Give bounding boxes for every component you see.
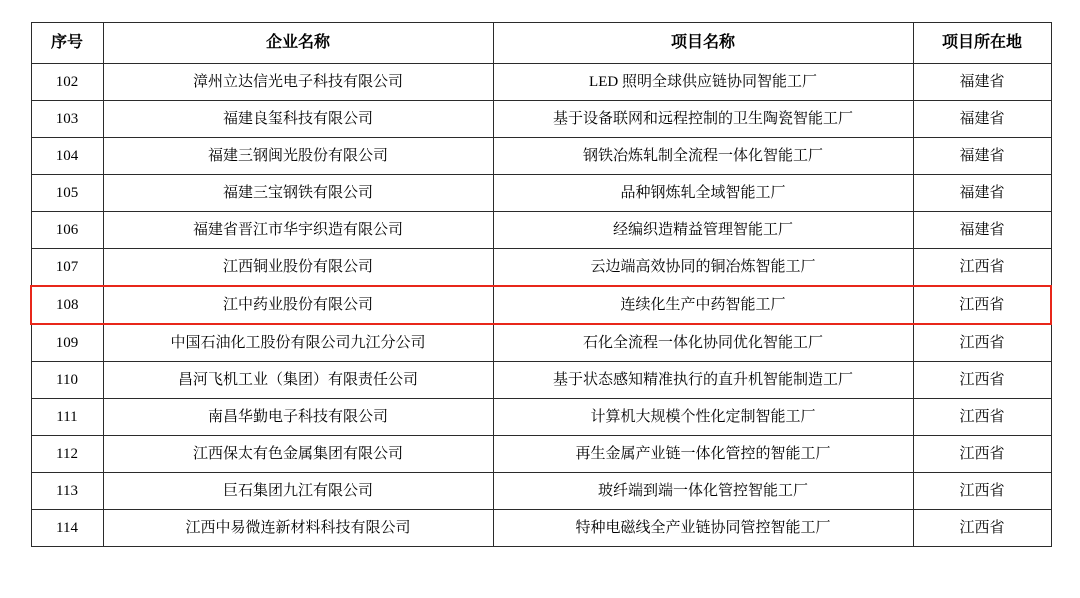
- cell-seq: 109: [31, 324, 103, 362]
- cell-company: 福建省晋江市华宇织造有限公司: [103, 212, 493, 249]
- cell-seq: 105: [31, 175, 103, 212]
- cell-location: 江西省: [913, 473, 1051, 510]
- table-row: [31, 138, 1051, 175]
- table-row: [31, 212, 1051, 249]
- table-row: [31, 436, 1051, 473]
- column-header-seq: 序号: [31, 23, 103, 64]
- table-row: [31, 473, 1051, 510]
- cell-company: 江中药业股份有限公司: [103, 286, 493, 324]
- column-header-location: 项目所在地: [913, 23, 1051, 64]
- cell-project: 经编织造精益管理智能工厂: [493, 212, 913, 249]
- cell-company: 漳州立达信光电子科技有限公司: [103, 64, 493, 101]
- smart-factory-list-table: [30, 22, 1052, 547]
- table-body: [31, 64, 1051, 547]
- cell-seq: 104: [31, 138, 103, 175]
- cell-project: 基于状态感知精准执行的直升机智能制造工厂: [493, 362, 913, 399]
- cell-company: 江西铜业股份有限公司: [103, 249, 493, 287]
- cell-project: 云边端高效协同的铜冶炼智能工厂: [493, 249, 913, 287]
- cell-company: 福建三宝钢铁有限公司: [103, 175, 493, 212]
- table-row: [31, 101, 1051, 138]
- cell-company: 江西保太有色金属集团有限公司: [103, 436, 493, 473]
- cell-project: 基于设备联网和远程控制的卫生陶瓷智能工厂: [493, 101, 913, 138]
- cell-seq: 103: [31, 101, 103, 138]
- table-row: [31, 510, 1051, 547]
- cell-project: 玻纤端到端一体化管控智能工厂: [493, 473, 913, 510]
- cell-company: 南昌华勤电子科技有限公司: [103, 399, 493, 436]
- cell-project: 计算机大规模个性化定制智能工厂: [493, 399, 913, 436]
- table-row: [31, 286, 1051, 324]
- cell-project: 品种钢炼轧全域智能工厂: [493, 175, 913, 212]
- cell-project: 连续化生产中药智能工厂: [493, 286, 913, 324]
- cell-project: 钢铁冶炼轧制全流程一体化智能工厂: [493, 138, 913, 175]
- cell-seq: 102: [31, 64, 103, 101]
- cell-seq: 107: [31, 249, 103, 287]
- cell-seq: 106: [31, 212, 103, 249]
- table-header: [31, 23, 1051, 64]
- table-row: [31, 324, 1051, 362]
- table-row: [31, 64, 1051, 101]
- cell-location: 福建省: [913, 212, 1051, 249]
- cell-company: 江西中易微连新材料科技有限公司: [103, 510, 493, 547]
- column-header-company: 企业名称: [103, 23, 493, 64]
- cell-seq: 112: [31, 436, 103, 473]
- cell-project: 特种电磁线全产业链协同管控智能工厂: [493, 510, 913, 547]
- table-row: [31, 362, 1051, 399]
- cell-company: 福建良玺科技有限公司: [103, 101, 493, 138]
- table-header-row: [31, 23, 1051, 64]
- cell-project: 石化全流程一体化协同优化智能工厂: [493, 324, 913, 362]
- cell-location: 江西省: [913, 286, 1051, 324]
- column-header-project: 项目名称: [493, 23, 913, 64]
- cell-project: 再生金属产业链一体化管控的智能工厂: [493, 436, 913, 473]
- cell-seq: 113: [31, 473, 103, 510]
- table-row: [31, 249, 1051, 287]
- cell-seq: 110: [31, 362, 103, 399]
- table-row: [31, 175, 1051, 212]
- cell-location: 福建省: [913, 138, 1051, 175]
- cell-company: 福建三钢闽光股份有限公司: [103, 138, 493, 175]
- cell-location: 江西省: [913, 399, 1051, 436]
- cell-project: LED 照明全球供应链协同智能工厂: [493, 64, 913, 101]
- cell-location: 福建省: [913, 175, 1051, 212]
- cell-location: 江西省: [913, 324, 1051, 362]
- cell-location: 江西省: [913, 249, 1051, 287]
- cell-seq: 108: [31, 286, 103, 324]
- cell-location: 福建省: [913, 101, 1051, 138]
- cell-seq: 114: [31, 510, 103, 547]
- cell-location: 江西省: [913, 362, 1051, 399]
- cell-company: 巨石集团九江有限公司: [103, 473, 493, 510]
- cell-location: 江西省: [913, 510, 1051, 547]
- table-row: [31, 399, 1051, 436]
- cell-company: 昌河飞机工业（集团）有限责任公司: [103, 362, 493, 399]
- cell-location: 江西省: [913, 436, 1051, 473]
- cell-location: 福建省: [913, 64, 1051, 101]
- cell-seq: 111: [31, 399, 103, 436]
- cell-company: 中国石油化工股份有限公司九江分公司: [103, 324, 493, 362]
